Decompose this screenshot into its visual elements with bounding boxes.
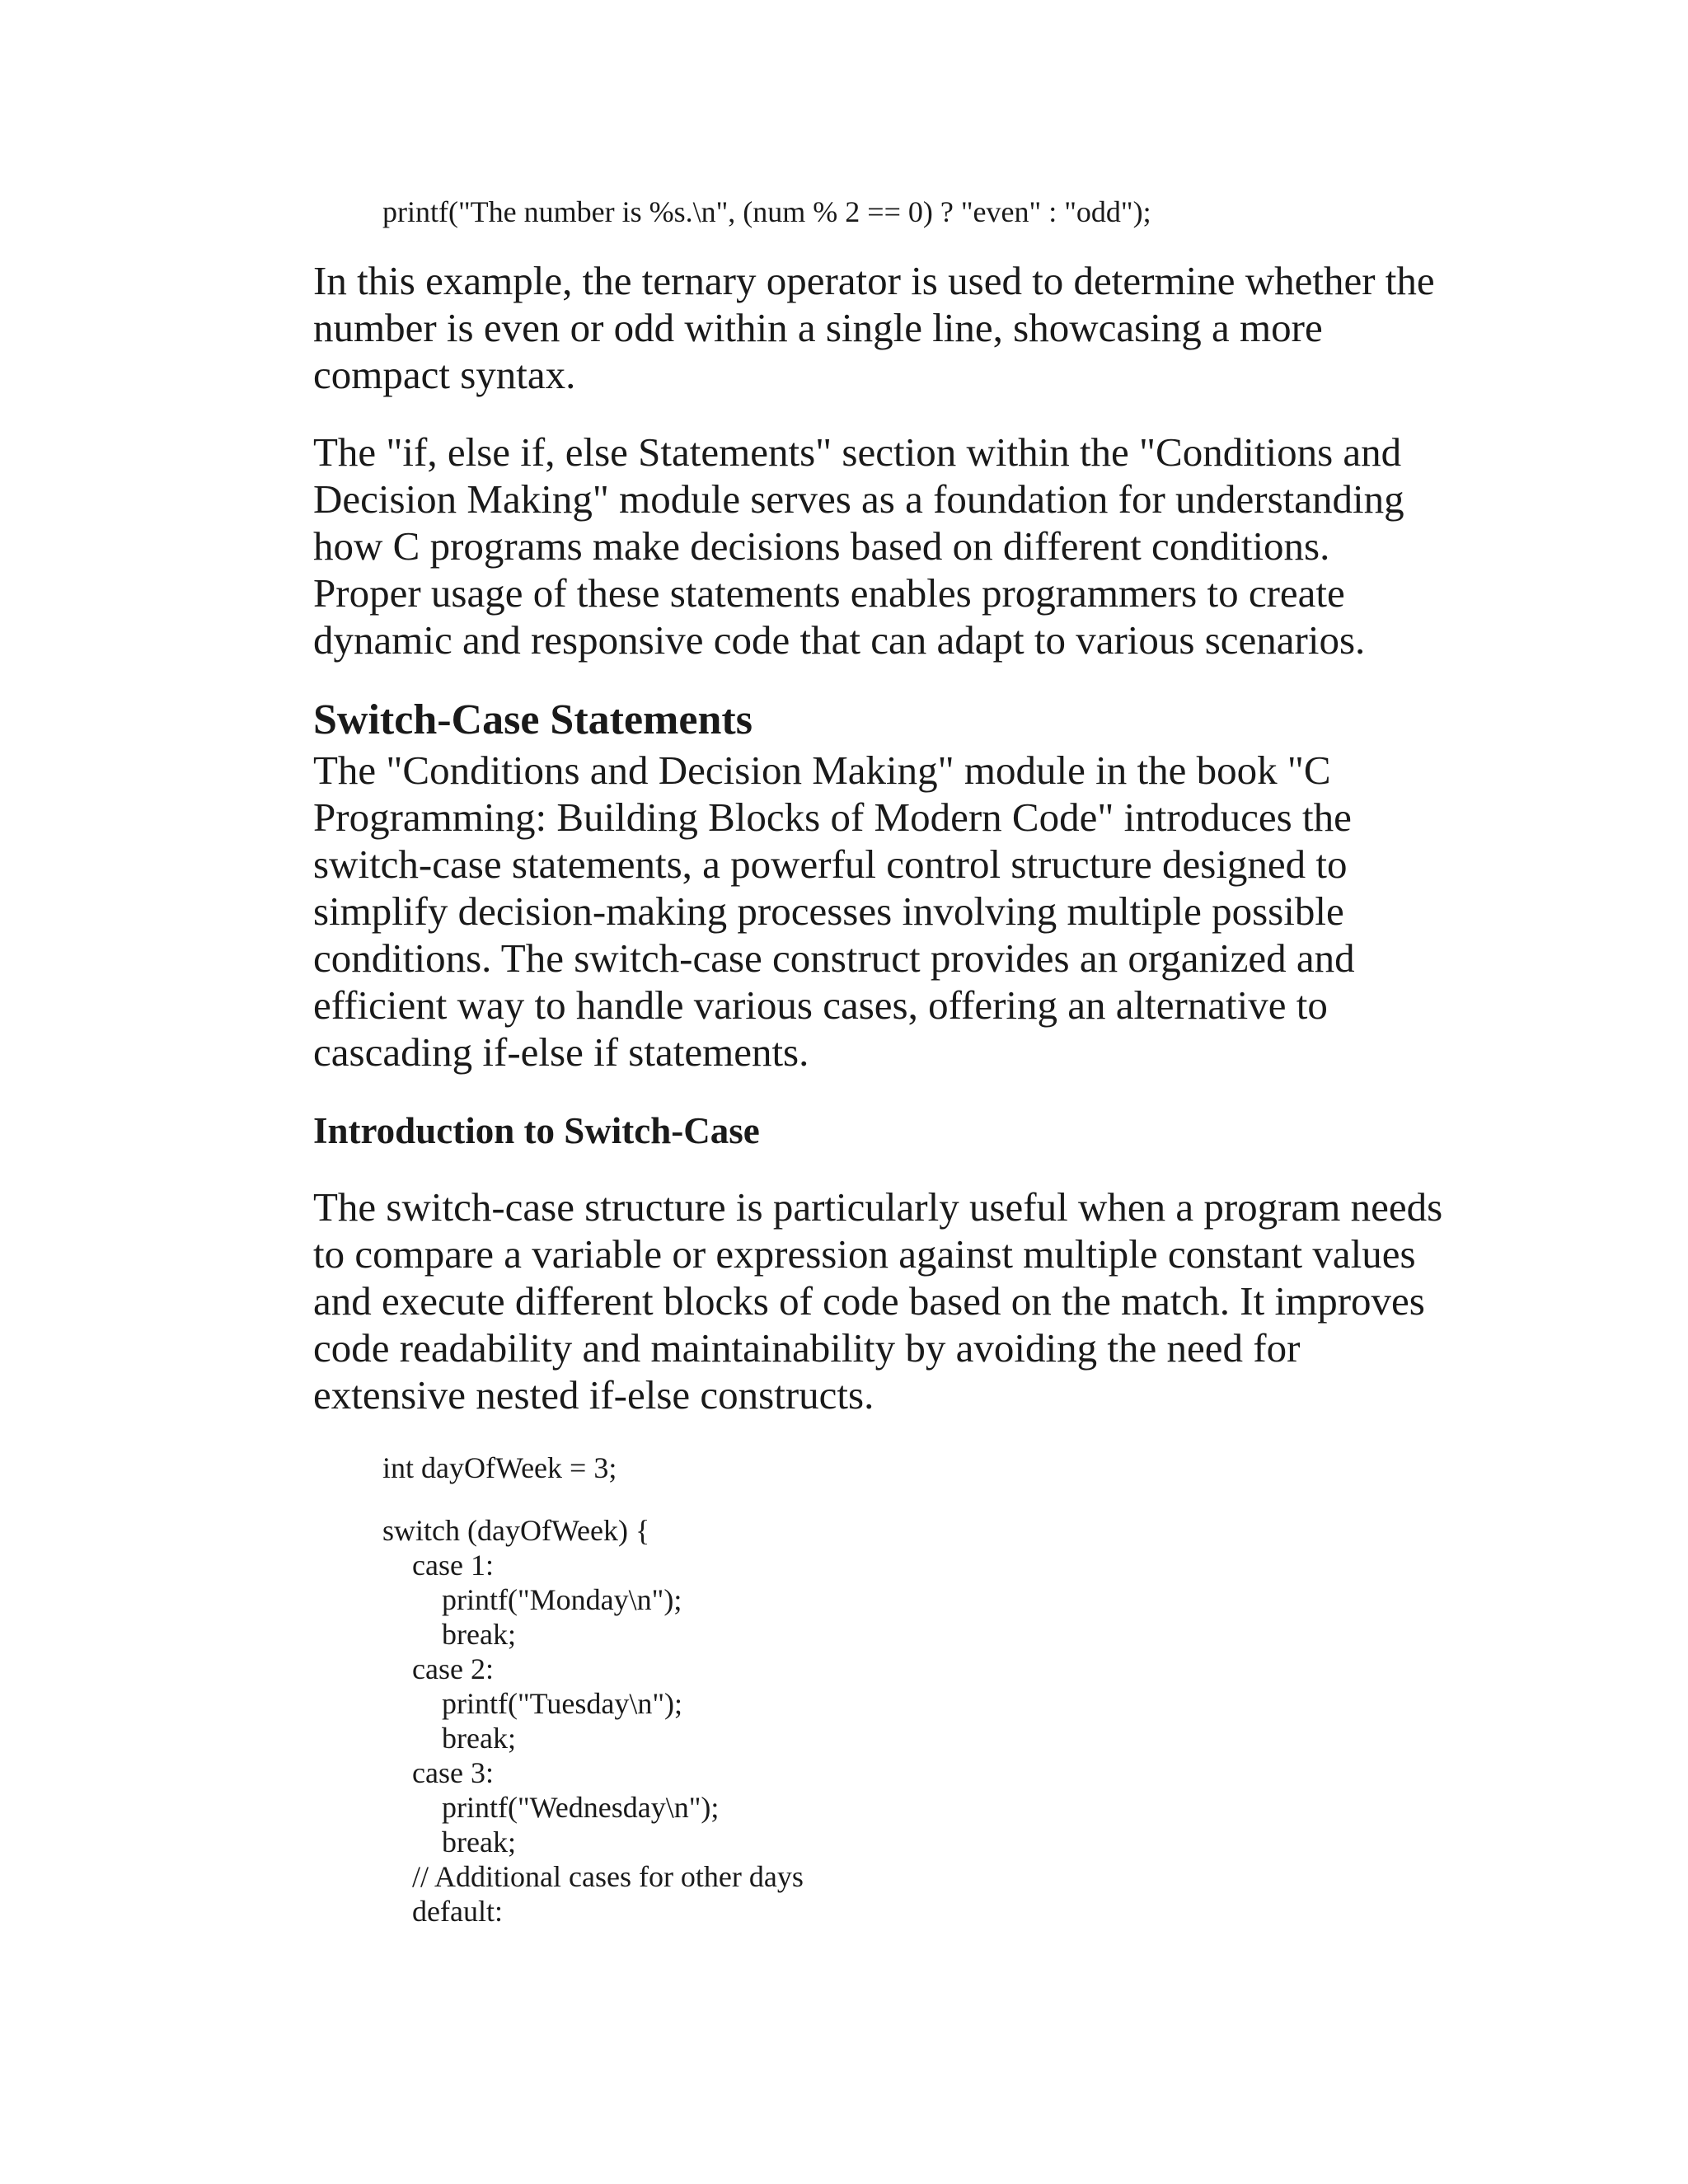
text-line: to compare a variable or expression against multiple constant values [313,1231,1416,1277]
text-line: simplify decision-making processes involving multiple possible [313,888,1344,934]
code-block-switch [382,1513,804,1929]
text-line: Decision Making" module serves as a foundation for understanding [313,476,1404,522]
code-line: break; [382,1618,516,1651]
code-line: case 2: [382,1652,494,1685]
code-line: break; [382,1825,516,1858]
text-line: number is even or odd within a single line, showcasing a more [313,305,1323,350]
code-line: printf("Monday\n"); [382,1583,682,1616]
code-line-declaration: int dayOfWeek = 3; [382,1451,617,1484]
code-line: printf("Wednesday\n"); [382,1791,720,1824]
text-line: The switch-case structure is particularly useful when a program needs [313,1184,1443,1230]
code-line: case 1: [382,1549,494,1582]
text-line: cascading if-else if statements. [313,1029,809,1075]
text-line: Programming: Building Blocks of Modern Code" introduces the [313,794,1352,840]
text-line: code readability and maintainability by avoiding the need for [313,1325,1301,1371]
paragraph-ternary-explanation [313,257,1484,398]
code-line: switch (dayOfWeek) { [382,1514,650,1547]
text-line: conditions. The switch-case construct provides an organized and [313,935,1355,981]
text-line: and execute different blocks of code based on the match. It improves [313,1278,1425,1324]
text-line: The "if, else if, else Statements" section within the "Conditions and [313,429,1402,475]
paragraph-switch-case-usefulness [313,1183,1484,1418]
text-line: switch-case statements, a powerful control structure designed to [313,841,1348,887]
code-line: printf("Tuesday\n"); [382,1687,683,1720]
code-line: case 3: [382,1756,494,1789]
text-line: how C programs make decisions based on different conditions. [313,523,1330,569]
text-line: The "Conditions and Decision Making" module in the book "C [313,748,1331,793]
section-heading-switch-case: Switch-Case Statements [313,696,753,743]
text-line: extensive nested if-else constructs. [313,1372,874,1418]
text-line: In this example, the ternary operator is used to determine whether the [313,258,1435,303]
subsection-heading-introduction: Introduction to Switch-Case [313,1110,760,1151]
code-line: default: [382,1895,503,1928]
paragraph-switch-case-intro [313,747,1484,1076]
paragraph-if-else-summary [313,429,1484,663]
code-line: break; [382,1722,516,1755]
code-line-printf: printf("The number is %s.\n", (num % 2 == 0) ? "even" : "odd"); [382,195,1151,228]
text-line: compact syntax. [313,352,576,397]
text-line: efficient way to handle various cases, offering an alternative to [313,982,1328,1028]
code-line: // Additional cases for other days [382,1860,804,1893]
text-line: Proper usage of these statements enables programmers to create [313,570,1345,616]
text-line: dynamic and responsive code that can adapt to various scenarios. [313,617,1366,663]
